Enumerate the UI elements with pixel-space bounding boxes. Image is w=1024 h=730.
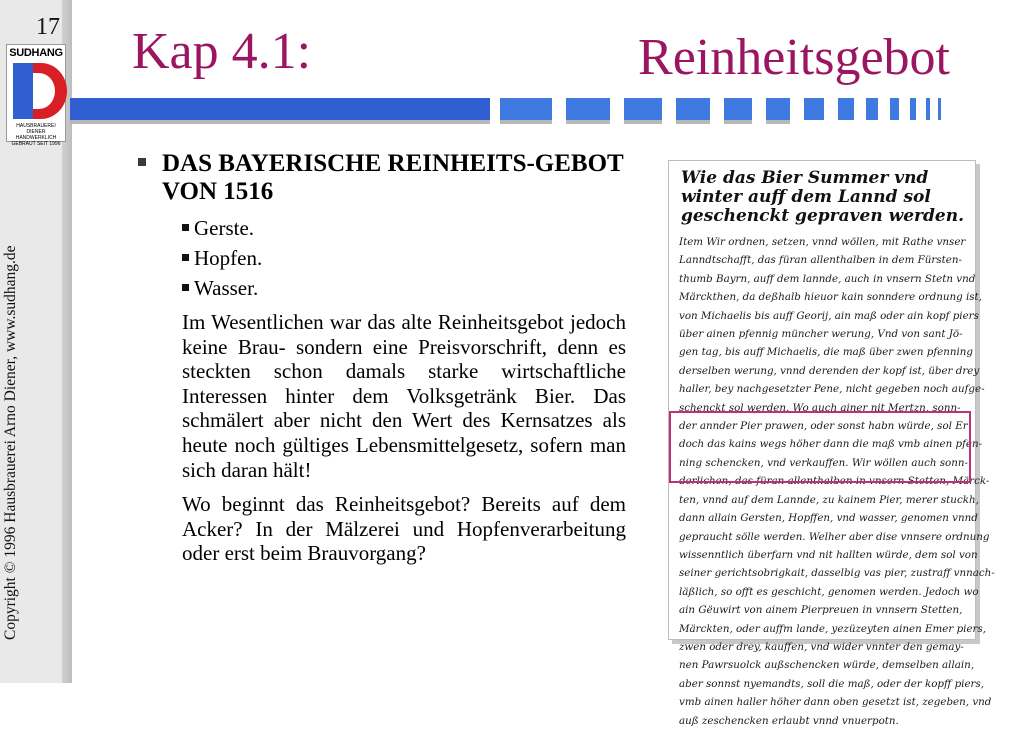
bar-segment-shadow: [676, 120, 710, 124]
bar-segment-shadow: [566, 120, 610, 124]
paragraph-history: Im Wesentlichen war das alte Reinheitsgebot jedoch keine Brau- sondern eine Preisvorschrift, denn es steckten schon damals starke wirtschaftliche Interessen hinter dem Volksgetränk Bier. Das schmälert aber nicht den Wert des Kernsatzes als heute noch gültiges Lebensmittelgesetz, sofern man sich daran hält!: [182, 310, 626, 482]
document-line: ning schencken, vnd verkauffen. Wir wöllen auch sonn-: [679, 456, 968, 469]
bar-segment: [566, 98, 610, 120]
bar-segment: [926, 98, 930, 120]
document-line: der annder Pier prawen, oder sonst habn würde, sol Er: [679, 420, 968, 433]
bar-segment: [890, 98, 899, 120]
document-line: haller, bey nachgesetzter Pene, nicht gegeben noch aufge-: [679, 383, 985, 396]
copyright-text: Copyright © 1996 Hausbrauerei Arno Diener, www.sudhang.de: [2, 245, 19, 640]
document-line: thumb Bayrn, auff dem lannde, auch in vnsern Stetn vnd: [679, 272, 976, 285]
document-line: Item Wir ordnen, setzen, vnnd wöllen, mit Rathe vnser: [679, 236, 966, 248]
bar-segment: [866, 98, 878, 120]
bar-segment: [724, 98, 752, 120]
slide-content: [134, 150, 626, 566]
list-item: [182, 246, 626, 270]
ingredient-water: Wasser.: [194, 276, 259, 300]
bar-segment: [676, 98, 710, 120]
bullet-square-icon: [182, 224, 189, 231]
bar-segment: [624, 98, 662, 120]
logo-name: SUDHANG: [9, 47, 63, 59]
list-item: [182, 276, 626, 300]
logo-subtitle: [7, 123, 65, 147]
bar-segment: [804, 98, 824, 120]
document-line: derlichen, das füran allenthalben in vnsern Stetten, Märck-: [679, 475, 990, 488]
bar-segment-shadow: [624, 120, 662, 124]
bar-segment: [766, 98, 790, 120]
bullet-square-icon: [182, 254, 189, 261]
bar-segment-shadow: [500, 120, 552, 124]
document-line: auß zeschencken erlaubt vnnd vnuerpotn.: [679, 714, 899, 727]
document-line: Märckten, oder auffm lande, yezüzeyten ainen Emer piers,: [679, 622, 987, 635]
document-heading: Wie das Bier Summer vnd winter auff dem Lannd sol geschenckt gepraven werden.: [681, 168, 964, 226]
logo-subtitle-line: HAUSBRAUEREI DIENER: [16, 123, 56, 135]
main-heading: DAS BAYERISCHE REINHEITS-GEBOT VON 1516: [162, 150, 624, 205]
bullet-square-icon: [138, 158, 146, 166]
document-line: aber sonnst nyemandts, soll die maß, oder der kopff piers,: [679, 677, 985, 690]
topic-title: Reinheitsgebot: [638, 29, 950, 86]
list-item: [182, 216, 626, 240]
document-line: ain Gëuwirt von ainem Pierpreuen in vnnsern Stetten,: [679, 604, 963, 617]
document-line: wissenntlich überfarn vnd nit hallten würde, dem sol von: [679, 548, 978, 561]
document-line: dann allain Gersten, Hopffen, vnd wasser, genomen vnnd: [679, 512, 978, 525]
header-bar-shadow: [70, 120, 490, 124]
ingredient-list: [134, 216, 626, 300]
bar-segment-shadow: [724, 120, 752, 124]
bar-segment: [938, 98, 941, 120]
bar-segment: [838, 98, 854, 120]
header-bar: [70, 98, 490, 120]
document-line: schenckt sol werden. Wo auch ainer nit Mertzn, sonn-: [679, 401, 961, 414]
ingredient-barley: Gerste.: [194, 216, 255, 240]
document-line: Märckthen, da deßhalb hieuor kain sonndere ordnung ist,: [679, 291, 982, 304]
document-line: seiner gerichtsobrigkait, dasselbig vas pier, zustraff vnnach-: [679, 567, 995, 580]
bullet-square-icon: [182, 284, 189, 291]
document-line: doch das kains wegs höher dann die maß vmb ainen pfen-: [679, 438, 983, 451]
document-line: über ainen pfennig müncher werung, Vnd von sant Jö-: [679, 328, 963, 341]
paragraph-question: Wo beginnt das Reinheitsgebot? Bereits auf dem Acker? In der Mälzerei und Hopfenverarbeitung oder erst beim Brauvorgang?: [182, 492, 626, 566]
ingredient-hops: Hopfen.: [194, 246, 263, 270]
document-line: vmb ainen haller höher dann oben gesetzt ist, zegeben, vnd: [679, 696, 992, 709]
historical-document-image: [668, 160, 995, 727]
document-line: nen Pawrsuolck außschencken würde, demselben allain,: [679, 659, 975, 672]
document-line: ten, vnnd auf dem Lannde, zu kainem Pier, merer stuckh,: [679, 493, 979, 506]
sudhang-logo: [6, 44, 66, 147]
bar-segment: [910, 98, 916, 120]
document-line: gen tag, bis auff Michaelis, die maß über zwen pfenning: [679, 346, 973, 359]
document-line: gepraucht sölle werden. Welher aber dise vnnsere ordnung: [679, 530, 990, 543]
page-number: 17: [36, 14, 60, 40]
document-line: derselben werung, vnnd derenden der kopf ist, über drey: [679, 364, 980, 377]
bar-segment: [500, 98, 552, 120]
logo-tagline: HANDWERKLICH GEBRAUT SEIT 1996: [11, 135, 61, 147]
document-line: Lanndtschafft, das füran allenthalben in dem Fürsten-: [679, 254, 962, 267]
document-line: von Michaelis bis auff Georij, ain maß oder ain kopf piers: [679, 309, 979, 322]
chapter-title: Kap 4.1:: [132, 23, 312, 80]
bar-segment-shadow: [766, 120, 790, 124]
document-line: zwen oder drey, kauffen, vnd wider vnnter den gemay-: [679, 640, 964, 653]
document-line: läßlich, so offt es geschicht, genomen werden. Jedoch wo: [679, 585, 979, 598]
logo-emblem-icon: [11, 61, 61, 121]
highlight-frame: [669, 411, 983, 483]
main-bullet: [134, 150, 626, 206]
